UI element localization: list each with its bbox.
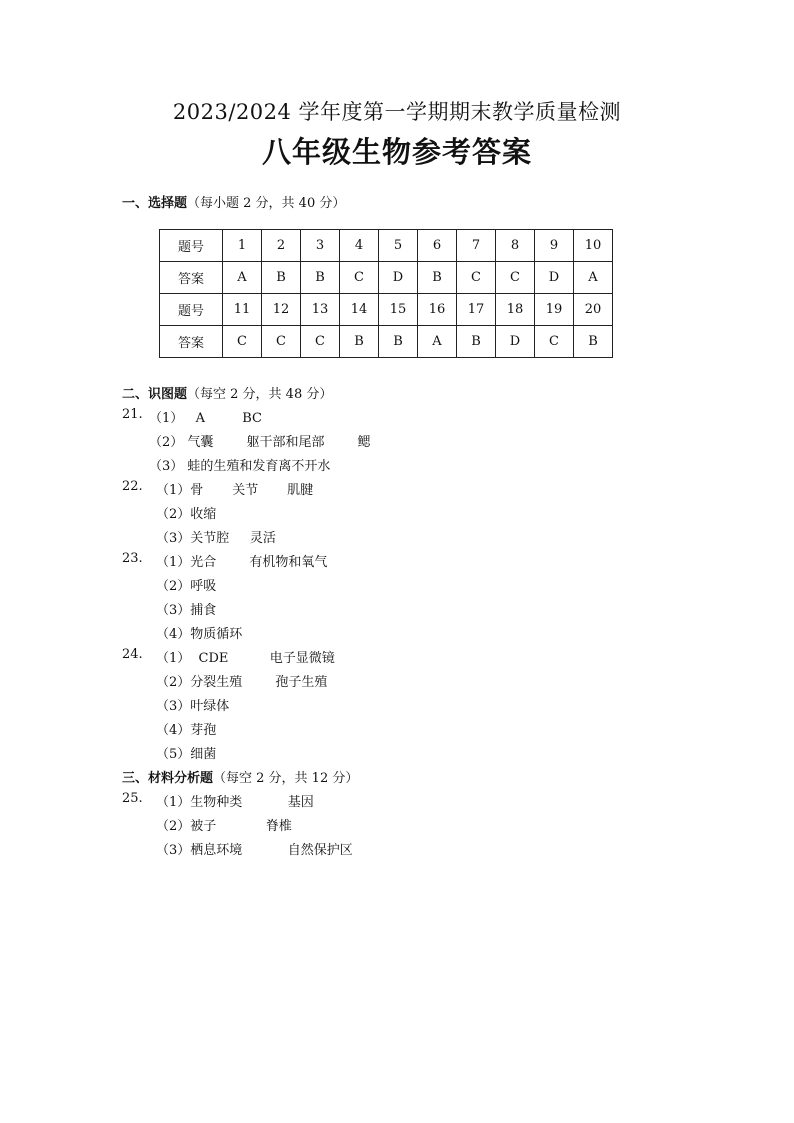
answer-table-cell: B (457, 326, 496, 358)
question-21-answer-2: （2） 气囊 躯干部和尾部 鳃 (149, 435, 371, 450)
question-24-answer-4: （4）芽孢 (156, 723, 217, 738)
answer-table-cell: C (262, 326, 301, 358)
exam-title: 2023/2024 学年度第一学期期末教学质量检测 (172, 100, 622, 124)
question-22-answer-3: （3）关节腔 灵活 (156, 531, 276, 546)
answer-table-cell: A (418, 326, 457, 358)
answer-table-cell: 2 (262, 230, 301, 262)
answer-table-cell: A (223, 262, 262, 294)
answer-table-cell: C (223, 326, 262, 358)
answer-title: 八年级生物参考答案 (261, 135, 532, 169)
section-material-heading (122, 767, 358, 786)
answer-table-cell: 18 (496, 294, 535, 326)
section-diagram-heading (122, 383, 332, 402)
answer-table-cell: 16 (418, 294, 457, 326)
section-material-note: （每空 2 分，共 12 分） (213, 771, 359, 786)
question-23-answer-1: （1）光合 有机物和氧气 (156, 555, 328, 570)
section-diagram-label: 二、识图题 (122, 387, 188, 402)
answer-table-row-label: 答案 (160, 326, 223, 358)
answer-table-cell: D (535, 262, 574, 294)
answer-table-cell: C (340, 262, 379, 294)
answer-table-row-label: 题号 (160, 230, 223, 262)
answer-table-cell: B (379, 326, 418, 358)
question-22-number: 22. (122, 479, 143, 494)
answer-table-cell: D (496, 326, 535, 358)
answer-table-cell: B (574, 326, 613, 358)
answer-table-cell: C (301, 326, 340, 358)
answer-table-cell: C (496, 262, 535, 294)
question-24-answer-3: （3）叶绿体 (156, 699, 230, 714)
section-diagram-note: （每空 2 分，共 48 分） (187, 387, 333, 402)
question-23-number: 23. (122, 551, 143, 566)
answer-table-cell: 8 (496, 230, 535, 262)
question-21-answer-3: （3） 蛙的生殖和发育离不开水 (149, 459, 331, 474)
answer-table-cell: 10 (574, 230, 613, 262)
answer-table-cell: 17 (457, 294, 496, 326)
question-25-number: 25. (122, 791, 143, 806)
answer-table-cell: A (574, 262, 613, 294)
question-21-number: 21. (122, 407, 143, 422)
answer-table-cell: B (340, 326, 379, 358)
answer-table-cell: 3 (301, 230, 340, 262)
answer-table-cell: D (379, 262, 418, 294)
question-21-answer-1: （1） A BC (149, 411, 262, 426)
section-choice-label: 一、选择题 (122, 196, 188, 211)
question-23-answer-4: （4）物质循环 (156, 627, 243, 642)
answer-table-cell: 13 (301, 294, 340, 326)
answer-table-cell: 7 (457, 230, 496, 262)
question-22-answer-2: （2）收缩 (156, 507, 217, 522)
answer-table-cell: C (457, 262, 496, 294)
answer-table-row-label: 答案 (160, 262, 223, 294)
question-23-answer-2: （2）呼吸 (156, 579, 217, 594)
question-24-answer-5: （5）细菌 (156, 747, 217, 762)
answer-table-row-label: 题号 (160, 294, 223, 326)
question-24-answer-2: （2）分裂生殖 孢子生殖 (156, 675, 328, 690)
answer-table-cell: 6 (418, 230, 457, 262)
answer-table-cell: 19 (535, 294, 574, 326)
answer-table-row (160, 230, 613, 262)
answer-table-cell: 15 (379, 294, 418, 326)
answer-table-row (160, 326, 613, 358)
section-choice-heading (122, 192, 345, 211)
answer-table-cell: 12 (262, 294, 301, 326)
answer-table-cell: 9 (535, 230, 574, 262)
question-22-answer-1: （1）骨 关节 肌腱 (156, 483, 314, 498)
question-25-answer-2: （2）被子 脊椎 (156, 819, 292, 834)
answer-table-cell: 5 (379, 230, 418, 262)
answer-table-cell: B (262, 262, 301, 294)
section-choice-note: （每小题 2 分，共 40 分） (187, 196, 346, 211)
answer-table-cell: B (301, 262, 340, 294)
question-24-answer-1: （1） CDE 电子显微镜 (156, 651, 335, 666)
answer-table-row (160, 262, 613, 294)
answer-table-cell: 14 (340, 294, 379, 326)
question-23-answer-3: （3）捕食 (156, 603, 217, 618)
answer-table-cell: C (535, 326, 574, 358)
section-material-label: 三、材料分析题 (122, 771, 214, 786)
answer-table-cell: 11 (223, 294, 262, 326)
choice-answer-table (159, 229, 613, 358)
question-24-number: 24. (122, 647, 143, 662)
answer-table-cell: 20 (574, 294, 613, 326)
answer-table-cell: B (418, 262, 457, 294)
question-25-answer-1: （1）生物种类 基因 (156, 795, 314, 810)
question-25-answer-3: （3）栖息环境 自然保护区 (156, 843, 353, 858)
answer-table-cell: 1 (223, 230, 262, 262)
answer-table-cell: 4 (340, 230, 379, 262)
answer-table-row (160, 294, 613, 326)
